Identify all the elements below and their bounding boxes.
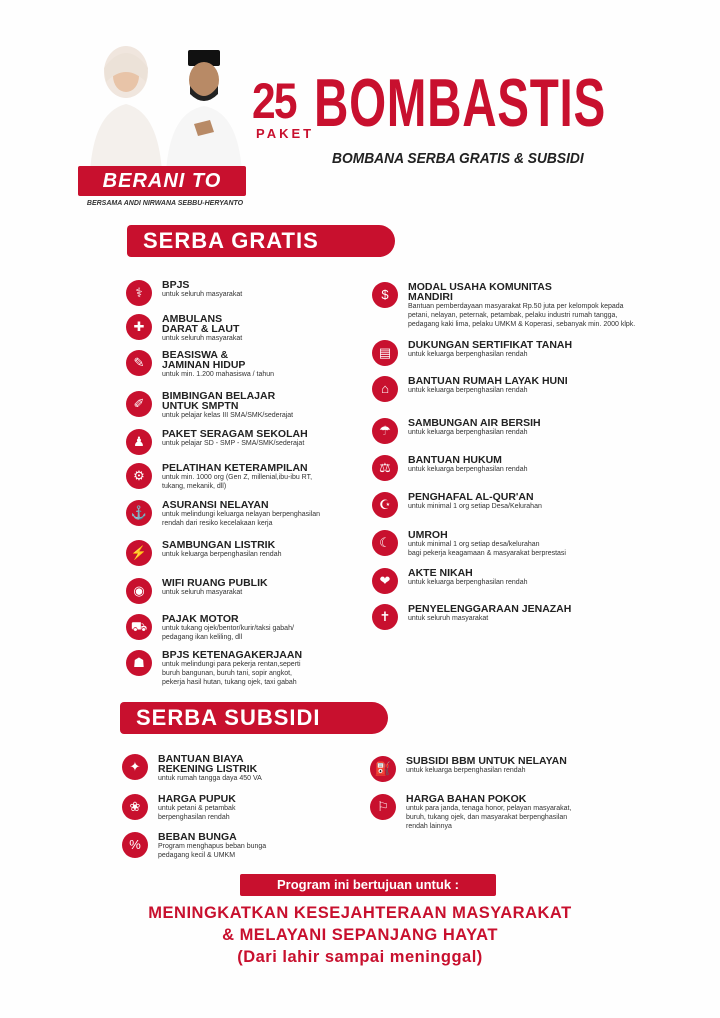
program-title: JAMINAN HIDUP xyxy=(162,359,246,371)
program-title: PENYELENGGARAAN JENAZAH xyxy=(408,603,572,615)
worker-icon: ☗ xyxy=(126,650,152,676)
program-description: untuk keluarga berpenghasilan rendah xyxy=(408,466,528,473)
uniform-icon: ♟ xyxy=(126,429,152,455)
program-title: AMBULANS xyxy=(162,313,223,325)
motorcycle-icon: ⛟ xyxy=(126,614,152,640)
program-title: BPJS KETENAGAKERJAAN xyxy=(162,649,303,661)
program-description: pedagang ikan keliling, dll xyxy=(162,634,243,641)
money-bag-icon: $ xyxy=(372,282,398,308)
training-icon: ⚙ xyxy=(126,463,152,489)
interest-icon: % xyxy=(122,832,148,858)
program-title: BPJS xyxy=(162,279,190,291)
program-description: pedagang kecil & UMKM xyxy=(158,852,236,859)
program-title: BIMBINGAN BELAJAR xyxy=(162,390,276,402)
program-item xyxy=(126,463,312,491)
marriage-icon: ❤ xyxy=(372,568,398,594)
house-icon: ⌂ xyxy=(372,376,398,402)
goal-line-2: & MELAYANI SEPANJANG HAYAT xyxy=(222,926,498,944)
program-item xyxy=(372,282,635,329)
program-description: untuk keluarga berpenghasilan rendah xyxy=(408,579,528,586)
program-title: BEASISWA & xyxy=(162,349,229,361)
program-description: untuk min. 1000 org (Gen Z, millenial,ibu-ibu RT, xyxy=(162,474,313,481)
serba-gratis-heading: SERBA GRATIS xyxy=(127,225,395,257)
program-description: untuk keluarga berpenghasilan rendah xyxy=(408,429,528,436)
paket-label: PAKET xyxy=(256,126,315,141)
program-description: untuk seluruh masyarakat xyxy=(162,291,243,298)
program-title: HARGA PUPUK xyxy=(158,793,236,805)
program-item xyxy=(126,650,302,687)
program-item xyxy=(126,578,268,604)
program-description: untuk keluarga berpenghasilan rendah xyxy=(406,767,526,774)
program-description: untuk keluarga berpenghasilan rendah xyxy=(408,387,528,394)
program-description: untuk seluruh masyarakat xyxy=(162,335,243,342)
logo-subtitle: BERSAMA ANDI NIRWANA SEBBU-HERYANTO xyxy=(86,200,244,207)
program-title: SUBSIDI BBM UNTUK NELAYAN xyxy=(406,755,567,767)
graduation-icon: ✎ xyxy=(126,350,152,376)
program-title: SAMBUNGAN AIR BERSIH xyxy=(408,417,541,429)
program-description: buruh, tukang ojek, dan masyarakat berpenghasilan xyxy=(406,814,568,821)
program-title: UMROH xyxy=(408,529,448,541)
program-description: untuk seluruh masyarakat xyxy=(408,615,489,622)
program-description: pekerja hasil hutan, tukang ojek, taxi gabah xyxy=(162,679,297,686)
scale-icon: ⚖ xyxy=(372,455,398,481)
program-item xyxy=(122,794,236,822)
campaign-logo: BERANI TO xyxy=(78,166,246,196)
program-title: PAKET SERAGAM SEKOLAH xyxy=(162,428,308,440)
program-title: DARAT & LAUT xyxy=(162,323,240,335)
package-count: 25 xyxy=(252,73,296,129)
program-item xyxy=(372,340,572,366)
program-description: Bantuan pemberdayaan masyarakat Rp.50 juta per kelompok kepada xyxy=(408,303,624,310)
purpose-banner: Program ini bertujuan untuk : xyxy=(240,874,496,896)
program-description: untuk melindungi keluarga nelayan berpenghasilan xyxy=(162,511,321,518)
certificate-icon: ▤ xyxy=(372,340,398,366)
program-description: bagi pekerja keagamaan & masyarakat berprestasi xyxy=(408,550,566,557)
program-item xyxy=(126,350,274,379)
program-item xyxy=(372,418,541,444)
program-description: buruh bangunan, buruh tani, sopir angkot, xyxy=(162,670,292,677)
quran-icon: ☪ xyxy=(372,492,398,518)
program-title: PAJAK MOTOR xyxy=(162,613,239,625)
program-item xyxy=(126,540,281,566)
program-item xyxy=(370,756,567,782)
goal-line-3: (Dari lahir sampai meninggal) xyxy=(237,948,483,966)
electricity-icon: ⚡ xyxy=(126,540,152,566)
fertilizer-icon: ❀ xyxy=(122,794,148,820)
program-description: untuk pelajar SD - SMP - SMA/SMK/sederajat xyxy=(162,440,305,447)
program-description: untuk pelajar kelas III SMA/SMK/sederajat xyxy=(162,412,294,419)
program-item xyxy=(126,391,293,420)
boat-icon: ⚓ xyxy=(126,500,152,526)
program-title: MODAL USAHA KOMUNITAS xyxy=(408,281,552,293)
program-title: REKENING LISTRIK xyxy=(158,763,258,775)
program-title: SAMBUNGAN LISTRIK xyxy=(162,539,276,551)
male-candidate-image xyxy=(164,46,244,172)
main-title: BOMBASTIS xyxy=(314,65,606,141)
program-item xyxy=(126,429,308,455)
program-title: BANTUAN RUMAH LAYAK HUNI xyxy=(408,375,568,387)
program-description: untuk seluruh masyarakat xyxy=(162,589,243,596)
program-description: Program menghapus beban bunga xyxy=(158,843,267,850)
program-item xyxy=(126,614,294,642)
program-description: untuk petani & petambak xyxy=(158,805,236,812)
program-description: rendah dari resiko kecelakaan kerja xyxy=(162,520,273,527)
serba-subsidi-heading: SERBA SUBSIDI xyxy=(120,702,388,734)
program-item xyxy=(372,492,542,518)
tagline: BOMBANA SERBA GRATIS & SUBSIDI xyxy=(332,150,584,167)
program-description: untuk rumah tangga daya 450 VA xyxy=(158,775,262,782)
funeral-icon: ✝ xyxy=(372,604,398,630)
program-title: HARGA BAHAN POKOK xyxy=(406,793,527,805)
program-description: untuk para janda, tenaga honor, pelayan masyarakat, xyxy=(406,805,572,812)
program-description: tukang, mekanik, dll) xyxy=(162,483,227,490)
program-title: AKTE NIKAH xyxy=(408,567,473,579)
program-description: untuk keluarga berpenghasilan rendah xyxy=(162,551,282,558)
mosque-icon: ☾ xyxy=(372,530,398,556)
program-description: untuk min. 1.200 mahasiswa / tahun xyxy=(162,371,275,378)
female-candidate-image xyxy=(86,42,166,172)
program-description: rendah lainnya xyxy=(406,823,452,830)
program-item xyxy=(126,314,242,343)
program-description: untuk melindungi para pekerja rentan,seperti xyxy=(162,661,301,668)
program-title: PENGHAFAL AL-QUR'AN xyxy=(408,491,534,503)
program-description: untuk tukang ojek/bentor/kurir/taksi gabah/ xyxy=(162,625,294,632)
bulb-icon: ✦ xyxy=(122,754,148,780)
program-description: untuk keluarga berpenghasilan rendah xyxy=(408,351,528,358)
program-title: BEBAN BUNGA xyxy=(158,831,237,843)
program-title: ASURANSI NELAYAN xyxy=(162,499,269,511)
wifi-icon: ◉ xyxy=(126,578,152,604)
program-title: MANDIRI xyxy=(408,291,453,303)
program-item xyxy=(126,280,242,306)
program-description: pedagang kaki lima, pelaku UMKM & Koperasi, sebanyak min. 2000 klpk. xyxy=(408,321,636,328)
program-item xyxy=(372,604,571,630)
program-description: untuk minimal 1 org setiap Desa/Kelurahan xyxy=(408,503,542,510)
program-title: UNTUK SMPTN xyxy=(162,400,239,412)
program-item xyxy=(122,832,266,860)
program-title: WIFI RUANG PUBLIK xyxy=(162,577,268,589)
program-item xyxy=(126,500,320,528)
program-item xyxy=(370,794,571,831)
program-item xyxy=(372,376,568,402)
program-title: DUKUNGAN SERTIFIKAT TANAH xyxy=(408,339,573,351)
program-description: petani, nelayan, peternak, petambak, pelaku industri rumah tangga, xyxy=(408,312,618,319)
program-item xyxy=(122,754,262,783)
candidates-photo xyxy=(78,42,250,172)
program-title: PELATIHAN KETERAMPILAN xyxy=(162,462,308,474)
health-icon: ⚕ xyxy=(126,280,152,306)
program-title: BANTUAN BIAYA xyxy=(158,753,244,765)
program-title: BANTUAN HUKUM xyxy=(408,454,502,466)
program-item xyxy=(372,568,527,594)
water-tap-icon: ☂ xyxy=(372,418,398,444)
fuel-icon: ⛽ xyxy=(370,756,396,782)
groceries-icon: ⚐ xyxy=(370,794,396,820)
program-item xyxy=(372,455,527,481)
program-item xyxy=(372,530,566,558)
program-description: untuk minimal 1 org setiap desa/kelurahan xyxy=(408,541,540,548)
book-icon: ✐ xyxy=(126,391,152,417)
goal-line-1: MENINGKATKAN KESEJAHTERAAN MASYARAKAT xyxy=(148,904,572,922)
ambulance-icon: ✚ xyxy=(126,314,152,340)
program-description: berpenghasilan rendah xyxy=(158,814,230,821)
